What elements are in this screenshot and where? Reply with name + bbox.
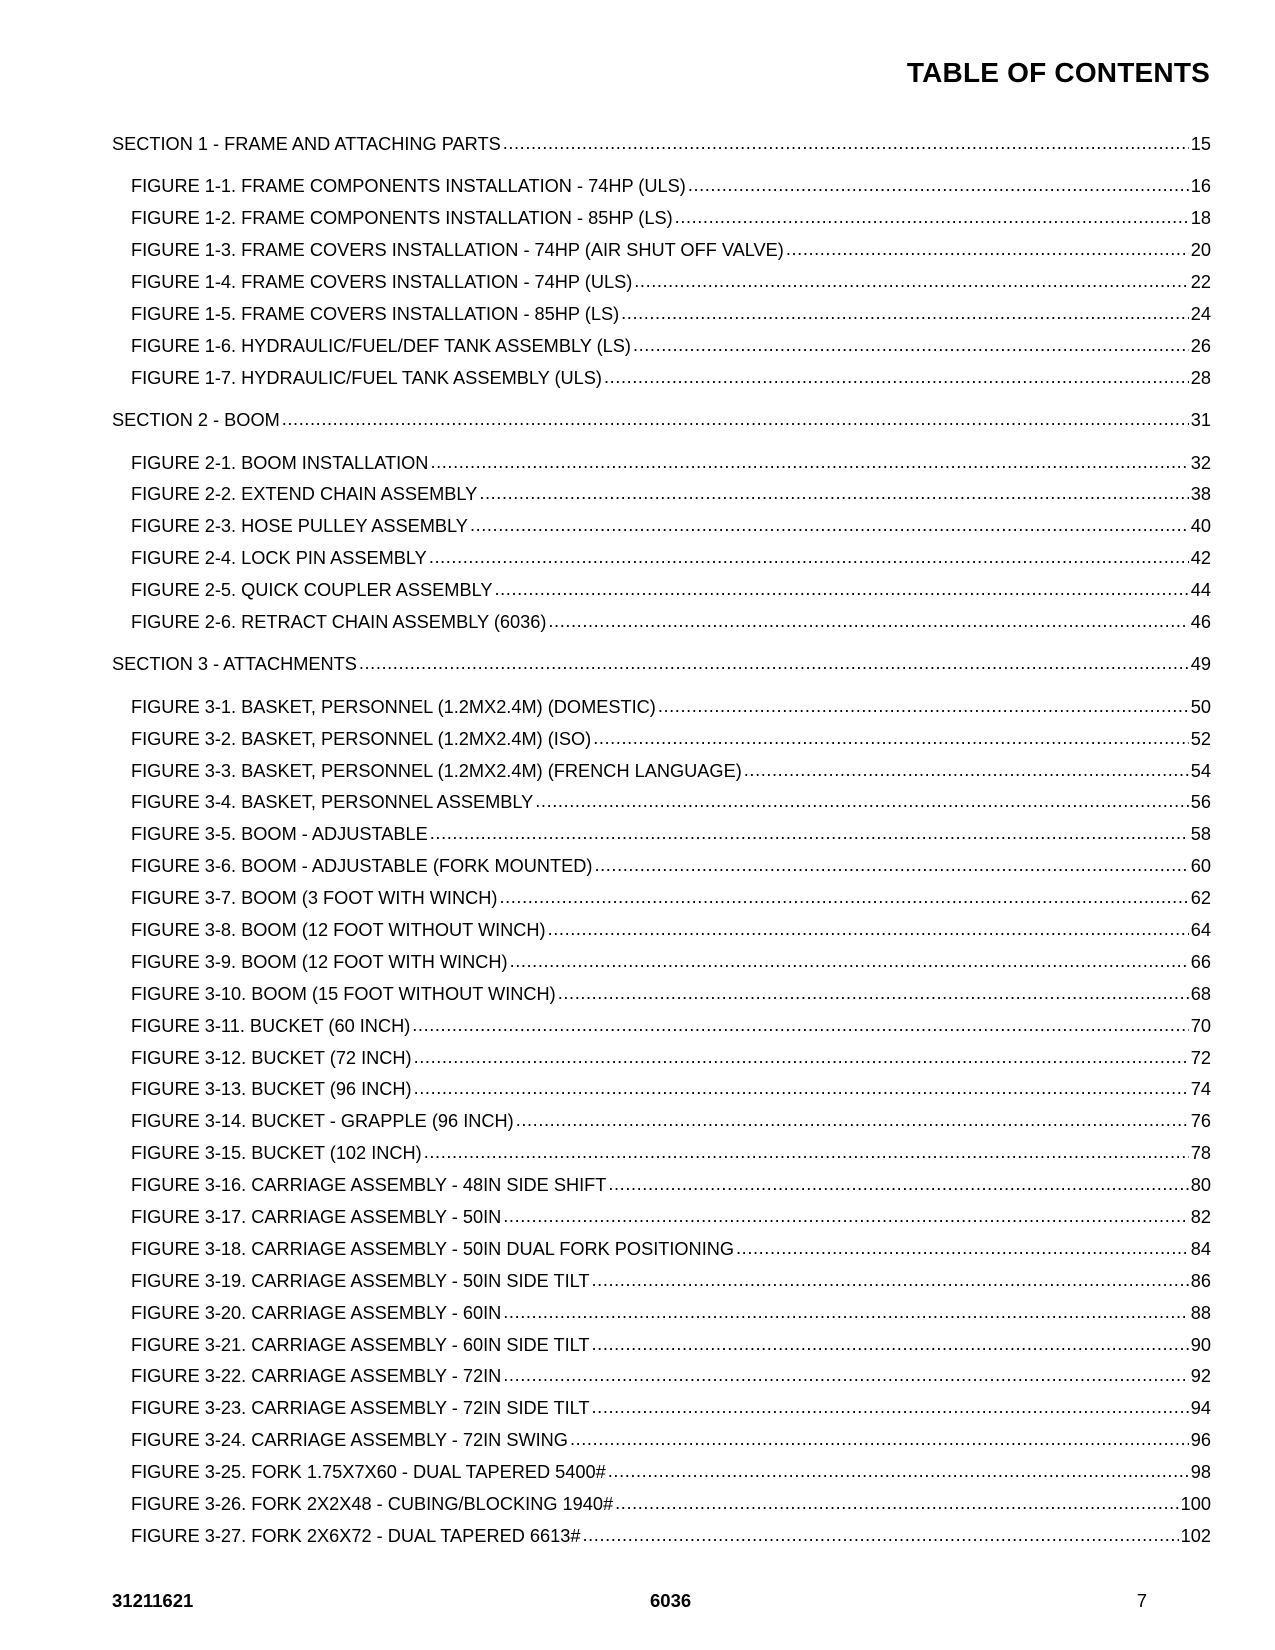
toc-figure-entry[interactable]	[112, 1266, 1211, 1298]
toc-dot-leader	[608, 1456, 1189, 1488]
toc-dot-leader	[675, 202, 1189, 234]
toc-entry-page: 16	[1190, 176, 1211, 197]
toc-dot-leader	[535, 786, 1188, 818]
toc-figure-entry[interactable]	[112, 1330, 1211, 1362]
toc-figure-entry[interactable]	[112, 1298, 1211, 1330]
toc-figure-entry[interactable]	[112, 1202, 1211, 1234]
toc-entry-page: 28	[1190, 367, 1211, 388]
toc-figure-entry[interactable]	[112, 1234, 1211, 1266]
toc-dot-leader	[736, 1233, 1189, 1265]
page-title: TABLE OF CONTENTS	[906, 57, 1210, 88]
toc-entry-page: 15	[1190, 134, 1211, 154]
toc-entry-title: FIGURE 1-5. FRAME COVERS INSTALLATION - 85HP (LS)	[131, 303, 620, 324]
toc-figure-entry[interactable]	[112, 607, 1211, 639]
toc-figure-entry[interactable]	[112, 235, 1211, 267]
toc-figure-entry[interactable]	[112, 1489, 1211, 1521]
toc-figure-entry[interactable]	[112, 479, 1211, 511]
toc-entry-page: 72	[1190, 1047, 1211, 1068]
toc-dot-leader	[688, 170, 1189, 202]
toc-dot-leader	[430, 447, 1188, 479]
toc-entry-title: FIGURE 3-22. CARRIAGE ASSEMBLY - 72IN	[131, 1366, 502, 1387]
toc-entry-page: 64	[1190, 919, 1211, 940]
toc-dot-leader	[558, 978, 1189, 1010]
toc-dot-leader	[494, 574, 1188, 606]
toc-figure-entry[interactable]	[112, 1043, 1211, 1075]
toc-entry-page: 82	[1190, 1207, 1211, 1227]
toc-figure-entry[interactable]	[112, 1011, 1211, 1043]
toc-entry-page: 49	[1190, 654, 1211, 675]
toc-entry-page: 96	[1190, 1430, 1211, 1451]
toc-figure-entry[interactable]	[112, 299, 1211, 331]
toc-entry-title: FIGURE 3-23. CARRIAGE ASSEMBLY - 72IN SIDE TILT	[131, 1398, 590, 1419]
toc-entry-page: 44	[1190, 580, 1211, 601]
toc-figure-entry[interactable]	[112, 819, 1211, 851]
toc-entry-title: SECTION 1 - FRAME AND ATTACHING PARTS	[112, 134, 501, 154]
toc-dot-leader	[604, 362, 1189, 394]
footer-model-number: 6036	[650, 1590, 692, 1611]
toc-entry-title: FIGURE 3-27. FORK 2X6X72 - DUAL TAPERED 6613#	[131, 1525, 581, 1546]
toc-figure-entry[interactable]	[112, 1138, 1211, 1170]
toc-dot-leader	[593, 723, 1189, 755]
toc-entry-page: 54	[1190, 760, 1211, 781]
toc-dot-leader	[510, 946, 1189, 978]
toc-entry-page: 102	[1180, 1525, 1211, 1546]
toc-entry-title: FIGURE 3-18. CARRIAGE ASSEMBLY - 50IN DUAL FORK POSITIONING	[131, 1238, 735, 1259]
toc-entry-page: 22	[1190, 272, 1211, 293]
toc-entry-title: FIGURE 3-5. BOOM - ADJUSTABLE	[131, 824, 428, 845]
toc-figure-entry[interactable]	[112, 267, 1211, 299]
toc-entry-title: FIGURE 1-6. HYDRAULIC/FUEL/DEF TANK ASSEMBLY (LS)	[131, 335, 631, 356]
toc-figure-entry[interactable]	[112, 1361, 1211, 1393]
toc-figure-entry[interactable]	[112, 883, 1211, 915]
toc-entry-title: FIGURE 3-21. CARRIAGE ASSEMBLY - 60IN SIDE TILT	[131, 1334, 590, 1355]
toc-entry-title: FIGURE 2-4. LOCK PIN ASSEMBLY	[131, 548, 427, 569]
toc-figure-entry[interactable]	[112, 756, 1211, 788]
toc-dot-leader	[608, 1169, 1188, 1201]
toc-entry-page: 58	[1190, 824, 1211, 845]
toc-figure-entry[interactable]	[112, 331, 1211, 363]
toc-dot-leader	[412, 1010, 1188, 1042]
toc-dot-leader	[414, 1042, 1189, 1074]
toc-entry-page: 60	[1190, 856, 1211, 877]
toc-entry-title: FIGURE 3-20. CARRIAGE ASSEMBLY - 60IN	[131, 1302, 502, 1323]
toc-entry-title: FIGURE 3-1. BASKET, PERSONNEL (1.2MX2.4M) (DOMESTIC)	[131, 696, 656, 717]
toc-entry-title: FIGURE 3-12. BUCKET (72 INCH)	[131, 1047, 412, 1068]
toc-dot-leader	[424, 1137, 1189, 1169]
toc-entry-page: 70	[1190, 1015, 1211, 1036]
toc-dot-leader	[503, 128, 1189, 160]
toc-dot-leader	[499, 882, 1188, 914]
toc-entry-page: 52	[1190, 728, 1211, 749]
toc-dot-leader	[414, 1073, 1189, 1105]
toc-entry-page: 42	[1190, 548, 1211, 569]
toc-figure-entry[interactable]	[112, 363, 1211, 395]
table-of-contents	[112, 129, 1211, 1553]
toc-entry-title: FIGURE 3-14. BUCKET - GRAPPLE (96 INCH)	[131, 1111, 514, 1132]
toc-figure-entry[interactable]	[112, 171, 1211, 203]
toc-section-entry[interactable]	[112, 649, 1211, 681]
toc-dot-leader	[503, 1201, 1188, 1233]
toc-entry-title: FIGURE 3-19. CARRIAGE ASSEMBLY - 50IN SIDE TILT	[131, 1270, 590, 1291]
toc-dot-leader	[503, 1297, 1188, 1329]
toc-entry-title: FIGURE 3-13. BUCKET (96 INCH)	[131, 1079, 412, 1100]
toc-dot-leader	[479, 478, 1188, 510]
toc-entry-title: FIGURE 1-7. HYDRAULIC/FUEL TANK ASSEMBLY (ULS)	[131, 367, 602, 388]
toc-entry-page: 50	[1190, 696, 1211, 717]
toc-entry-title: FIGURE 3-9. BOOM (12 FOOT WITH WINCH)	[131, 951, 508, 972]
toc-dot-leader	[470, 510, 1189, 542]
toc-dot-leader	[592, 1392, 1189, 1424]
toc-entry-title: FIGURE 3-25. FORK 1.75X7X60 - DUAL TAPERED 5400#	[131, 1462, 606, 1483]
toc-dot-leader	[621, 298, 1189, 330]
toc-dot-leader	[594, 850, 1188, 882]
toc-dot-leader	[359, 648, 1189, 680]
footer-part-number: 31211621	[112, 1590, 194, 1611]
toc-dot-leader	[516, 1105, 1189, 1137]
toc-entry-page: 80	[1190, 1175, 1211, 1196]
toc-entry-title: FIGURE 3-10. BOOM (15 FOOT WITHOUT WINCH)	[131, 983, 556, 1004]
toc-entry-title: FIGURE 2-1. BOOM INSTALLATION	[131, 452, 429, 473]
toc-entry-page: 84	[1190, 1238, 1211, 1259]
toc-dot-leader	[548, 914, 1189, 946]
toc-section-entry[interactable]	[112, 129, 1211, 161]
toc-entry-title: FIGURE 2-2. EXTEND CHAIN ASSEMBLY	[131, 484, 478, 505]
toc-figure-entry[interactable]	[112, 1106, 1211, 1138]
toc-dot-leader	[615, 1488, 1179, 1520]
toc-dot-leader	[658, 691, 1189, 723]
toc-section-entry[interactable]	[112, 405, 1211, 437]
toc-entry-title: FIGURE 3-26. FORK 2X2X48 - CUBING/BLOCKING 1940#	[131, 1494, 614, 1515]
toc-entry-page: 100	[1180, 1494, 1211, 1515]
toc-entry-page: 62	[1190, 888, 1211, 909]
toc-figure-entry[interactable]	[112, 692, 1211, 724]
toc-figure-entry[interactable]	[112, 1074, 1211, 1106]
toc-entry-page: 56	[1190, 792, 1211, 813]
toc-dot-leader	[592, 1329, 1189, 1361]
toc-entry-title: FIGURE 3-7. BOOM (3 FOOT WITH WINCH)	[131, 888, 498, 909]
toc-entry-title: SECTION 3 - ATTACHMENTS	[112, 654, 357, 675]
toc-figure-entry[interactable]	[112, 1393, 1211, 1425]
toc-entry-title: FIGURE 3-16. CARRIAGE ASSEMBLY - 48IN SIDE SHIFT	[131, 1175, 607, 1196]
toc-dot-leader	[282, 404, 1189, 436]
toc-entry-title: FIGURE 1-2. FRAME COMPONENTS INSTALLATION - 85HP (LS)	[131, 208, 673, 229]
toc-entry-title: FIGURE 3-2. BASKET, PERSONNEL (1.2MX2.4M) (ISO)	[131, 728, 592, 749]
toc-entry-title: FIGURE 3-15. BUCKET (102 INCH)	[131, 1143, 422, 1164]
toc-figure-entry[interactable]	[112, 915, 1211, 947]
toc-figure-entry[interactable]	[112, 448, 1211, 480]
toc-entry-page: 31	[1190, 410, 1211, 431]
toc-entry-page: 86	[1190, 1270, 1211, 1291]
toc-dot-leader	[548, 606, 1188, 638]
toc-dot-leader	[633, 330, 1189, 362]
toc-entry-page: 98	[1190, 1462, 1211, 1483]
toc-dot-leader	[582, 1520, 1178, 1552]
toc-entry-title: FIGURE 1-3. FRAME COVERS INSTALLATION - 74HP (AIR SHUT OFF VALVE)	[131, 240, 784, 261]
toc-entry-title: FIGURE 3-8. BOOM (12 FOOT WITHOUT WINCH)	[131, 919, 546, 940]
toc-dot-leader	[430, 818, 1189, 850]
toc-dot-leader	[634, 266, 1189, 298]
toc-entry-title: FIGURE 3-4. BASKET, PERSONNEL ASSEMBLY	[131, 792, 534, 813]
toc-dot-leader	[429, 542, 1189, 574]
toc-entry-title: FIGURE 2-3. HOSE PULLEY ASSEMBLY	[131, 516, 468, 537]
toc-figure-entry[interactable]	[112, 851, 1211, 883]
toc-entry-page: 32	[1190, 452, 1211, 473]
toc-figure-entry[interactable]	[112, 947, 1211, 979]
toc-figure-entry[interactable]	[112, 1457, 1211, 1489]
toc-entry-page: 92	[1190, 1366, 1211, 1387]
footer-page-number: 7	[1136, 1590, 1147, 1611]
toc-dot-leader	[592, 1265, 1189, 1297]
toc-entry-page: 76	[1190, 1111, 1211, 1132]
toc-figure-entry[interactable]	[112, 1425, 1211, 1457]
toc-figure-entry[interactable]	[112, 543, 1211, 575]
toc-entry-page: 18	[1190, 208, 1211, 229]
toc-entry-title: FIGURE 2-5. QUICK COUPLER ASSEMBLY	[131, 580, 493, 601]
toc-entry-page: 94	[1190, 1398, 1211, 1419]
toc-figure-entry[interactable]	[112, 787, 1211, 819]
toc-dot-leader	[744, 755, 1189, 787]
toc-entry-page: 38	[1190, 484, 1211, 505]
toc-entry-page: 90	[1190, 1334, 1211, 1355]
toc-dot-leader	[570, 1424, 1189, 1456]
toc-entry-page: 74	[1190, 1079, 1211, 1100]
toc-entry-page: 20	[1190, 240, 1211, 261]
toc-figure-entry[interactable]	[112, 203, 1211, 235]
toc-entry-title: FIGURE 3-17. CARRIAGE ASSEMBLY - 50IN	[131, 1207, 502, 1227]
toc-entry-page: 40	[1190, 516, 1211, 537]
toc-figure-entry[interactable]	[112, 511, 1211, 543]
toc-dot-leader	[786, 234, 1189, 266]
toc-figure-entry[interactable]	[112, 575, 1211, 607]
toc-entry-page: 46	[1190, 611, 1211, 632]
toc-entry-title: FIGURE 3-3. BASKET, PERSONNEL (1.2MX2.4M) (FRENCH LANGUAGE)	[131, 760, 742, 781]
toc-entry-page: 24	[1190, 303, 1211, 324]
toc-dot-leader	[503, 1360, 1188, 1392]
toc-figure-entry[interactable]	[112, 979, 1211, 1011]
page-footer	[112, 1590, 1147, 1614]
toc-entry-page: 78	[1190, 1143, 1211, 1164]
toc-entry-title: FIGURE 3-6. BOOM - ADJUSTABLE (FORK MOUNTED)	[131, 856, 593, 877]
toc-figure-entry[interactable]	[112, 724, 1211, 756]
toc-figure-entry[interactable]	[112, 1521, 1211, 1553]
toc-entry-page: 88	[1190, 1302, 1211, 1323]
toc-entry-title: FIGURE 3-11. BUCKET (60 INCH)	[131, 1015, 411, 1036]
toc-entry-page: 26	[1190, 335, 1211, 356]
toc-entry-title: FIGURE 2-6. RETRACT CHAIN ASSEMBLY (6036)	[131, 611, 547, 632]
toc-entry-title: FIGURE 3-24. CARRIAGE ASSEMBLY - 72IN SWING	[131, 1430, 568, 1451]
toc-figure-entry[interactable]	[112, 1170, 1211, 1202]
toc-entry-page: 66	[1190, 951, 1211, 972]
toc-entry-page: 68	[1190, 983, 1211, 1004]
toc-entry-title: SECTION 2 - BOOM	[112, 410, 280, 431]
toc-entry-title: FIGURE 1-1. FRAME COMPONENTS INSTALLATION - 74HP (ULS)	[131, 176, 686, 197]
toc-entry-title: FIGURE 1-4. FRAME COVERS INSTALLATION - 74HP (ULS)	[131, 272, 633, 293]
